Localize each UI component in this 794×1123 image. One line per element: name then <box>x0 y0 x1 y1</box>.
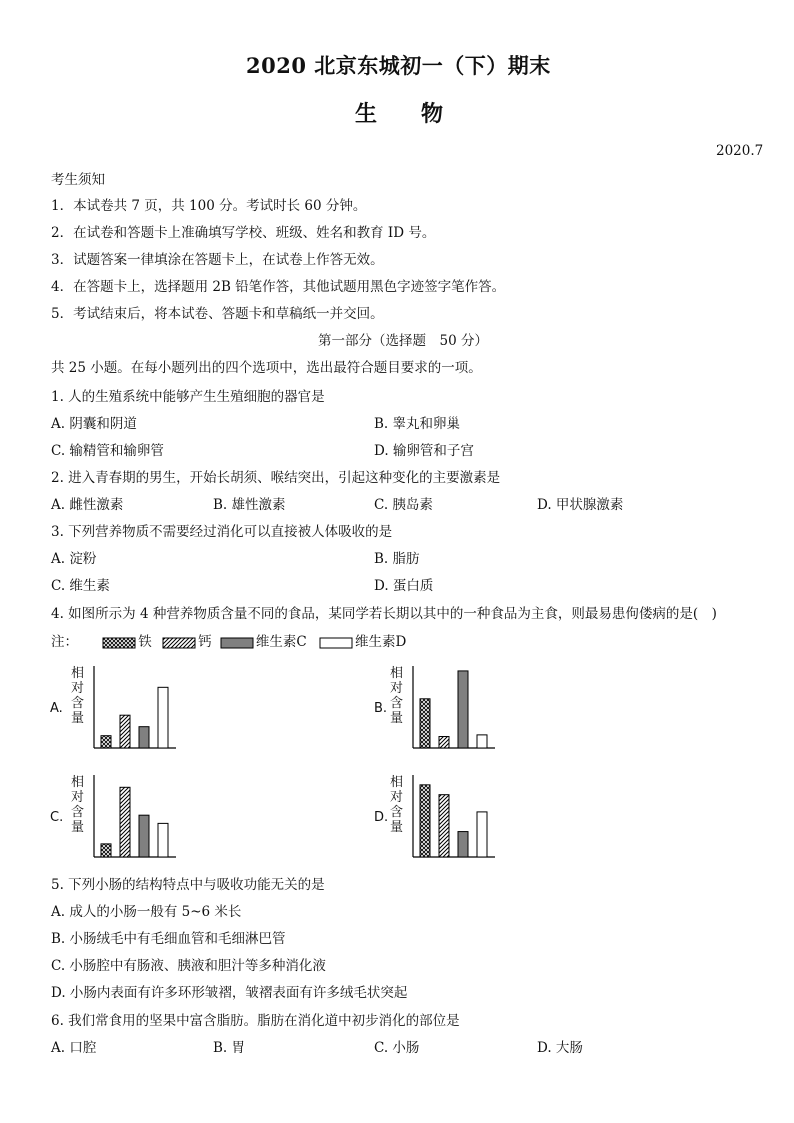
question-stem: 3. 下列营养物质不需要经过消化可以直接被人体吸收的是 <box>51 524 393 540</box>
option-d: D. 大肠 <box>537 1040 583 1056</box>
bar-calcium <box>120 787 130 857</box>
y-axis-label: 量 <box>71 711 85 726</box>
bar-vitamin-c <box>458 832 468 857</box>
bar-vitamin-c <box>458 671 468 748</box>
bar-vitamin-d <box>158 687 168 748</box>
notice-item: 3．试题答案一律填涂在答题卡上，在试卷上作答无效。 <box>51 252 384 268</box>
legend-swatch-vitd <box>319 637 355 649</box>
option-d: D. 蛋白质 <box>374 578 434 594</box>
legend-label: 钙 <box>198 634 212 650</box>
option-c: C. 输精管和输卵管 <box>51 443 164 459</box>
y-axis-label: 量 <box>390 711 404 726</box>
bar-vitamin-d <box>477 812 487 857</box>
y-axis-label: 对 <box>71 790 85 805</box>
notice-heading: 考生须知 <box>51 172 105 188</box>
option-b: B. 脂肪 <box>374 551 420 567</box>
legend-label: 铁 <box>138 634 152 650</box>
y-axis-label: 量 <box>390 820 404 835</box>
option-a: A. 雌性激素 <box>51 497 124 513</box>
y-axis-label: 含 <box>71 696 85 711</box>
option-a: A. 阴囊和阴道 <box>51 416 137 432</box>
legend-label: 维生素C <box>255 634 307 650</box>
chart-panel-label: A. <box>50 701 63 716</box>
y-axis-label: 含 <box>71 805 85 820</box>
bar-iron <box>420 785 430 857</box>
bar-vitamin-c <box>139 727 149 748</box>
question-stem: 5. 下列小肠的结构特点中与吸收功能无关的是 <box>51 877 325 893</box>
chart-panel-label: D. <box>374 810 389 825</box>
bar-calcium <box>439 795 449 857</box>
y-axis-label: 相 <box>71 666 85 681</box>
bar-calcium <box>120 715 130 748</box>
y-axis-label: 含 <box>390 805 404 820</box>
option-c: C. 小肠腔中有肠液、胰液和胆汁等多种消化液 <box>51 958 326 974</box>
y-axis-label: 对 <box>71 681 85 696</box>
option-b: B. 小肠绒毛中有毛细血管和毛细淋巴管 <box>51 931 286 947</box>
legend-swatch-calcium <box>162 637 198 649</box>
bar-vitamin-d <box>477 735 487 748</box>
bar-iron <box>420 699 430 748</box>
legend-prefix: 注： <box>51 634 78 650</box>
option-d: D. 输卵管和子宫 <box>374 443 474 459</box>
legend-swatch-vitc <box>220 637 256 649</box>
option-d: D. 甲状腺激素 <box>537 497 624 513</box>
option-c: C. 小肠 <box>374 1040 420 1056</box>
question-stem: 6. 我们常食用的坚果中富含脂肪。脂肪在消化道中初步消化的部位是 <box>51 1013 460 1029</box>
bar-iron <box>101 736 111 748</box>
notice-item: 5．考试结束后，将本试卷、答题卡和草稿纸一并交回。 <box>51 306 384 322</box>
question-stem: 1. 人的生殖系统中能够产生生殖细胞的器官是 <box>51 389 325 405</box>
option-b: B. 雄性激素 <box>213 497 286 513</box>
subject-title: 生 物 <box>355 101 444 127</box>
exam-date: 2020.7 <box>716 143 764 159</box>
option-d: D. 小肠内表面有许多环形皱褶，皱褶表面有许多绒毛状突起 <box>51 985 408 1001</box>
notice-item: 2．在试卷和答题卡上准确填写学校、班级、姓名和教育 ID 号。 <box>51 225 436 241</box>
y-axis-label: 含 <box>390 696 404 711</box>
section-instruction: 共 25 小题。在每小题列出的四个选项中，选出最符合题目要求的一项。 <box>51 360 482 376</box>
y-axis-label: 相 <box>390 775 404 790</box>
option-b: B. 睾丸和卵巢 <box>374 416 461 432</box>
notice-item: 1．本试卷共 7 页，共 100 分。考试时长 60 分钟。 <box>51 198 367 214</box>
option-c: C. 胰岛素 <box>374 497 433 513</box>
y-axis-label: 相 <box>390 666 404 681</box>
bar-vitamin-c <box>139 815 149 857</box>
y-axis-label: 相 <box>71 775 85 790</box>
option-b: B. 胃 <box>213 1040 246 1056</box>
y-axis-label: 量 <box>71 820 85 835</box>
section-title: 第一部分（选择题 50 分） <box>318 333 488 349</box>
option-a: A. 淀粉 <box>51 551 97 567</box>
option-a: A. 成人的小肠一般有 5~6 米长 <box>51 904 242 920</box>
legend-swatch-iron <box>102 637 138 649</box>
option-a: A. 口腔 <box>51 1040 97 1056</box>
y-axis-label: 对 <box>390 790 404 805</box>
notice-item: 4．在答题卡上，选择题用 2B 铅笔作答，其他试题用黑色字迹签字笔作答。 <box>51 279 506 295</box>
question-stem: 4. 如图所示为 4 种营养物质含量不同的食品，某同学若长期以其中的一种食品为主食，则最易患佝偻病的是( ) <box>51 606 717 622</box>
bar-calcium <box>439 737 449 748</box>
chart-panel-label: C. <box>50 810 64 825</box>
y-axis-label: 对 <box>390 681 404 696</box>
chart-panel-label: B. <box>374 701 388 716</box>
bar-iron <box>101 844 111 857</box>
chart-legend <box>51 630 406 650</box>
bar-vitamin-d <box>158 823 168 857</box>
question-stem: 2. 进入青春期的男生，开始长胡须、喉结突出，引起这种变化的主要激素是 <box>51 470 501 486</box>
option-c: C. 维生素 <box>51 578 110 594</box>
page-title: 2020 北京东城初一（下）期末 <box>246 53 551 78</box>
legend-label: 维生素D <box>355 634 407 650</box>
